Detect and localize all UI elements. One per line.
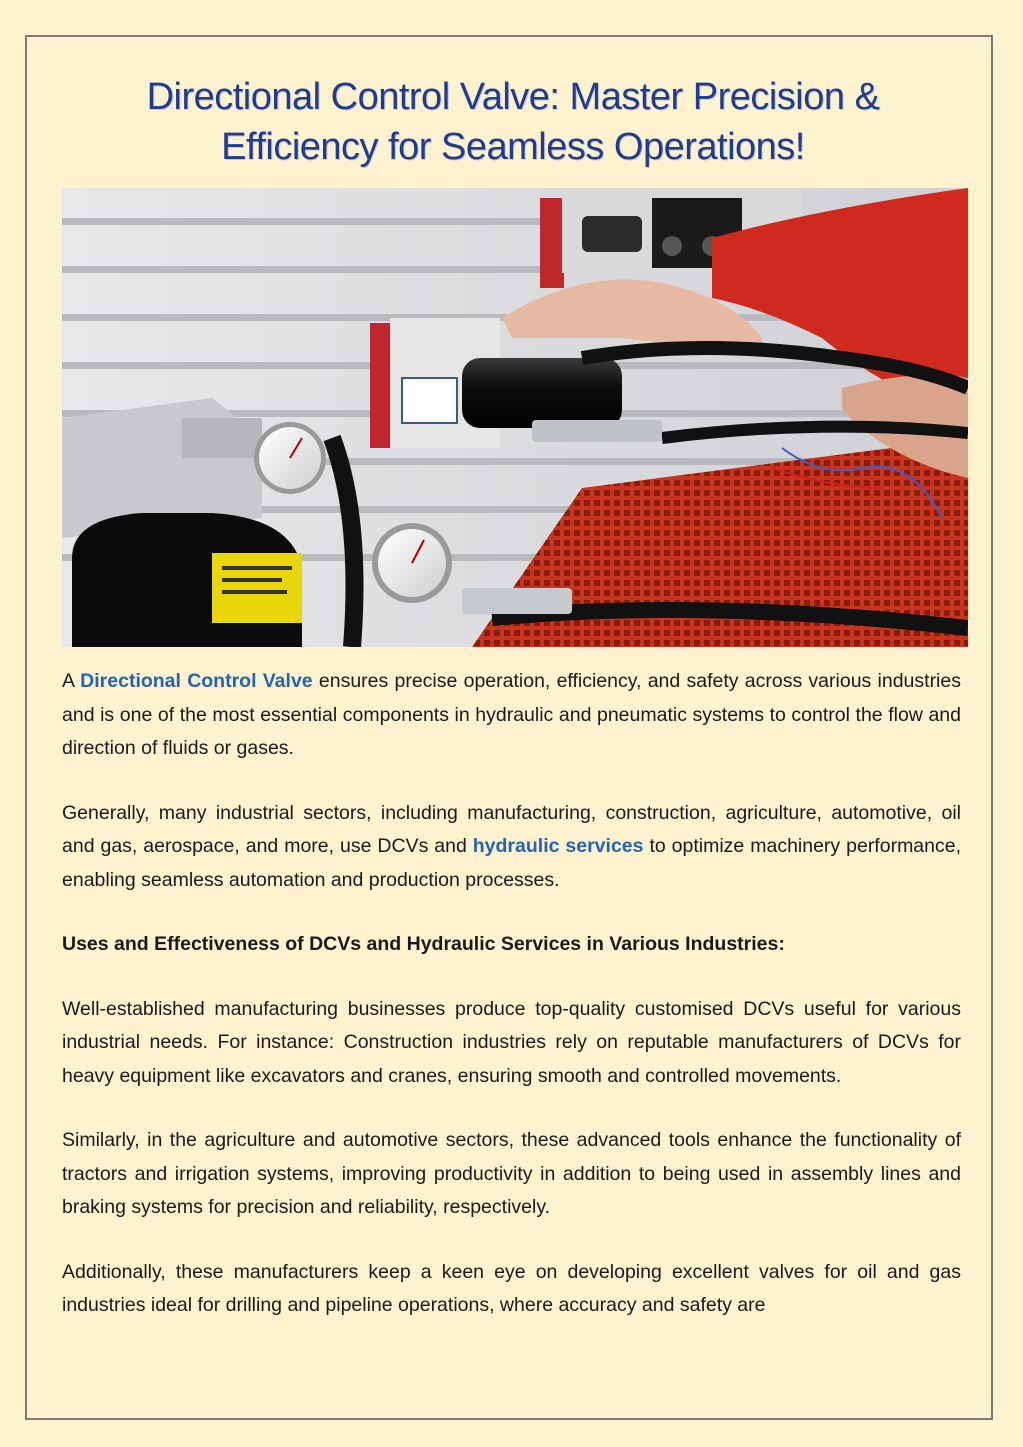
paragraph-intro: A Directional Control Valve ensures precise operation, efficiency, and safety across various industries and is one of the most essential components in hydraulic and pneumatic systems to control the flow and direction of fluids or gases. xyxy=(62,670,961,759)
document-title xyxy=(60,72,966,172)
paragraph-oil-gas: Additionally, these manufacturers keep a keen eye on developing excellent valves for oil and gas industries ideal for drilling and pipeline operations, where accuracy and safety are xyxy=(62,1260,961,1316)
hero-photo xyxy=(62,188,968,647)
directional-control-valve-link[interactable]: Directional Control Valve xyxy=(80,670,313,692)
paragraph-manufacturing: Well-established manufacturing businesses produce top-quality customised DCVs useful for various industrial needs. For instance: Construction industries rely on reputable manufacturers of DCVs for heavy equipment like excavators and cranes, ensuring smooth and controlled movements. xyxy=(62,997,961,1087)
paragraph-sectors: Generally, many industrial sectors, including manufacturing, construction, agriculture, automotive, oil and gas, aerospace, and more, use DCVs and hydraulic services to optimize machinery performance, enabling seamless automation and production processes. xyxy=(62,801,962,891)
section-heading: Uses and Effectiveness of DCVs and Hydraulic Services in Various Industries: xyxy=(62,933,785,955)
article-body xyxy=(62,665,961,1354)
paragraph-agriculture: Similarly, in the agriculture and automotive sectors, these advanced tools enhance the functionality of tractors and irrigation systems, improving productivity in addition to being used in assembly lines and braking systems for precision and reliability, respectively. xyxy=(62,1129,961,1218)
title-line-2: Efficiency for Seamless Operations! xyxy=(221,126,805,168)
hydraulic-valve-photo xyxy=(62,188,968,647)
hydraulic-services-link[interactable]: hydraulic services xyxy=(472,835,644,857)
title-line-1: Directional Control Valve: Master Precision & xyxy=(146,76,880,118)
